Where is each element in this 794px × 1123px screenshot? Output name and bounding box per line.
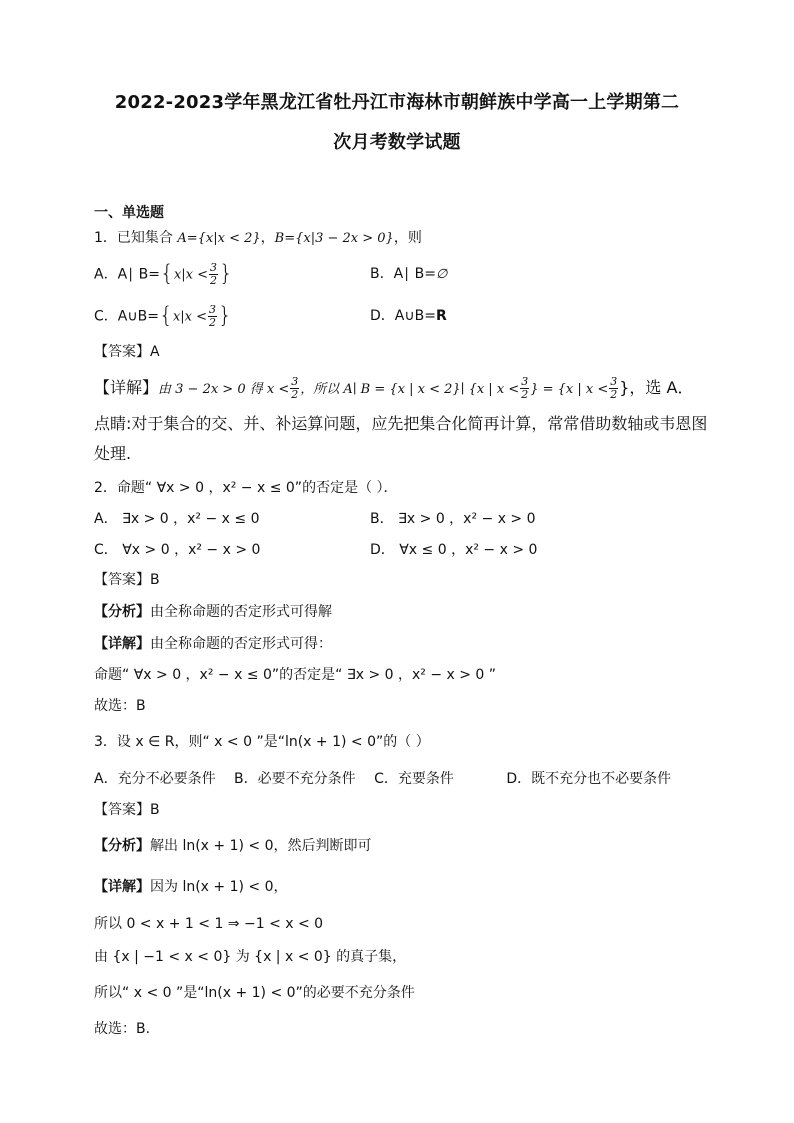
fraction: $\frac{3}{2}$ (291, 375, 299, 401)
q3-option-c: C．充要条件 (374, 771, 454, 787)
q1-stem-text: 1．已知集合 (94, 230, 178, 246)
q2-answer: 【答案】B (94, 572, 160, 588)
q2-analysis-tag: 【分析】 (94, 604, 150, 620)
q1-stem (94, 228, 422, 249)
q3-option-b: B．必要不充分条件 (234, 771, 356, 787)
fraction: $\frac{3}{2}$ (610, 375, 618, 401)
q3-detail-text: 因为 ln(x + 1) < 0， (150, 879, 288, 895)
q1-set-a: A={x|x < 2} (177, 231, 261, 246)
q1-option-d (370, 306, 447, 326)
q2-option-c: C． ∀x > 0 ，x² − x > 0 (94, 542, 261, 558)
q3-line-1: 所以 0 < x + 1 < 1 ⇒ −1 < x < 0 (94, 916, 324, 932)
fraction: $\frac{3}{2}$ (210, 261, 218, 287)
q1-detail-part-2: ，所以 A∣ B = {x | x < 2}∣ {x | x < (300, 382, 520, 397)
section-heading: 一、单选题 (94, 205, 164, 221)
q1-answer: 【答案】A (94, 344, 160, 360)
q1-option-a-label: A．A∣ B= (94, 266, 160, 283)
q2-option-d: D． ∀x ≤ 0 ，x² − x > 0 (370, 542, 538, 558)
q3-detail-tag: 【详解】 (94, 879, 150, 895)
q1-note-line-1: 点睛:对于集合的交、并、补运算问题，应先把集合化简再计算，常常借助数轴或韦恩图 (94, 414, 708, 433)
q2-option-a: A． ∃x > 0 ，x² − x ≤ 0 (94, 511, 260, 527)
q3-option-a: A．充分不必要条件 (94, 771, 216, 787)
q2-detail-tag: 【详解】 (94, 636, 150, 652)
q1-option-b (370, 264, 447, 285)
q1-option-c: C．A∪B={x|x < $\frac{3}{2}$ } (94, 303, 233, 329)
q3-analysis-text: 解出 ln(x + 1) < 0，然后判断即可 (150, 838, 372, 854)
q1-option-a: A．A∣ B={x|x < $\frac{3}{2}$ } (94, 261, 234, 287)
q1-set-b: B={x|3 − 2x > 0} (274, 231, 394, 246)
page-title-line-2: 次月考数学试题 (333, 132, 461, 153)
q3-stem: 3．设 x ∈ R，则“ x < 0 ”是“ln(x + 1) < 0”的（ ） (94, 734, 430, 750)
q1-detail (94, 376, 693, 402)
q3-option-d: D．既不充分也不必要条件 (506, 771, 672, 787)
q1-note-line-2: 处理. (94, 444, 132, 463)
q1-detail-part-4: }，选 A． (619, 378, 694, 397)
q1-stem-end: ，则 (393, 230, 422, 246)
q1-option-b-label: B．A∣ B= (370, 266, 436, 282)
q2-analysis-text: 由全称命题的否定形式可得解 (150, 604, 332, 620)
q3-analysis (94, 836, 372, 856)
q2-detail-line: 命题“ ∀x > 0 ，x² − x ≤ 0”的否定是“ ∃x > 0 ，x² − x > 0 ” (94, 667, 497, 683)
fraction: $\frac{3}{2}$ (209, 303, 217, 329)
q2-analysis (94, 602, 332, 622)
q1-option-b-set: ∅ (435, 267, 448, 282)
q1-detail-part-3: } = {x | x < (530, 382, 609, 397)
page-title-line-1: 2022-2023学年黑龙江省牡丹江市海林市朝鲜族中学高一上学期第二 (114, 92, 680, 113)
q2-stem: 2．命题“ ∀x > 0 ，x² − x ≤ 0”的否定是（ ）． (94, 480, 398, 496)
q1-detail-part-1: 由 3 − 2x > 0 得 x < (158, 382, 290, 397)
q3-choice: 故选：B. (94, 1021, 151, 1037)
q3-line-3: 所以“ x < 0 ”是“ln(x + 1) < 0”的必要不充分条件 (94, 985, 415, 1001)
fraction: $\frac{3}{2}$ (521, 375, 529, 401)
q3-analysis-tag: 【分析】 (94, 838, 150, 854)
q2-detail-text: 由全称命题的否定形式可得： (150, 636, 332, 652)
q3-line-2: 由 {x | −1 < x < 0} 为 {x | x < 0} 的真子集， (94, 949, 407, 965)
q2-option-b: B． ∃x > 0 ，x² − x > 0 (370, 511, 536, 527)
q1-separator: ， (260, 230, 275, 246)
q3-answer: 【答案】B (94, 802, 160, 818)
q3-options (94, 769, 671, 789)
q1-option-d-label: D．A∪B= (370, 308, 436, 324)
q2-choice: 故选：B (94, 698, 146, 714)
q1-option-a-set: x|x < (173, 267, 209, 283)
q2-detail (94, 634, 332, 654)
q1-option-c-set: x|x < (172, 309, 208, 325)
q1-detail-tag: 【详解】 (94, 378, 159, 397)
q1-option-c-label: C．A∪B= (94, 308, 159, 325)
q1-option-d-set: R (435, 308, 447, 324)
q3-detail (94, 877, 288, 897)
